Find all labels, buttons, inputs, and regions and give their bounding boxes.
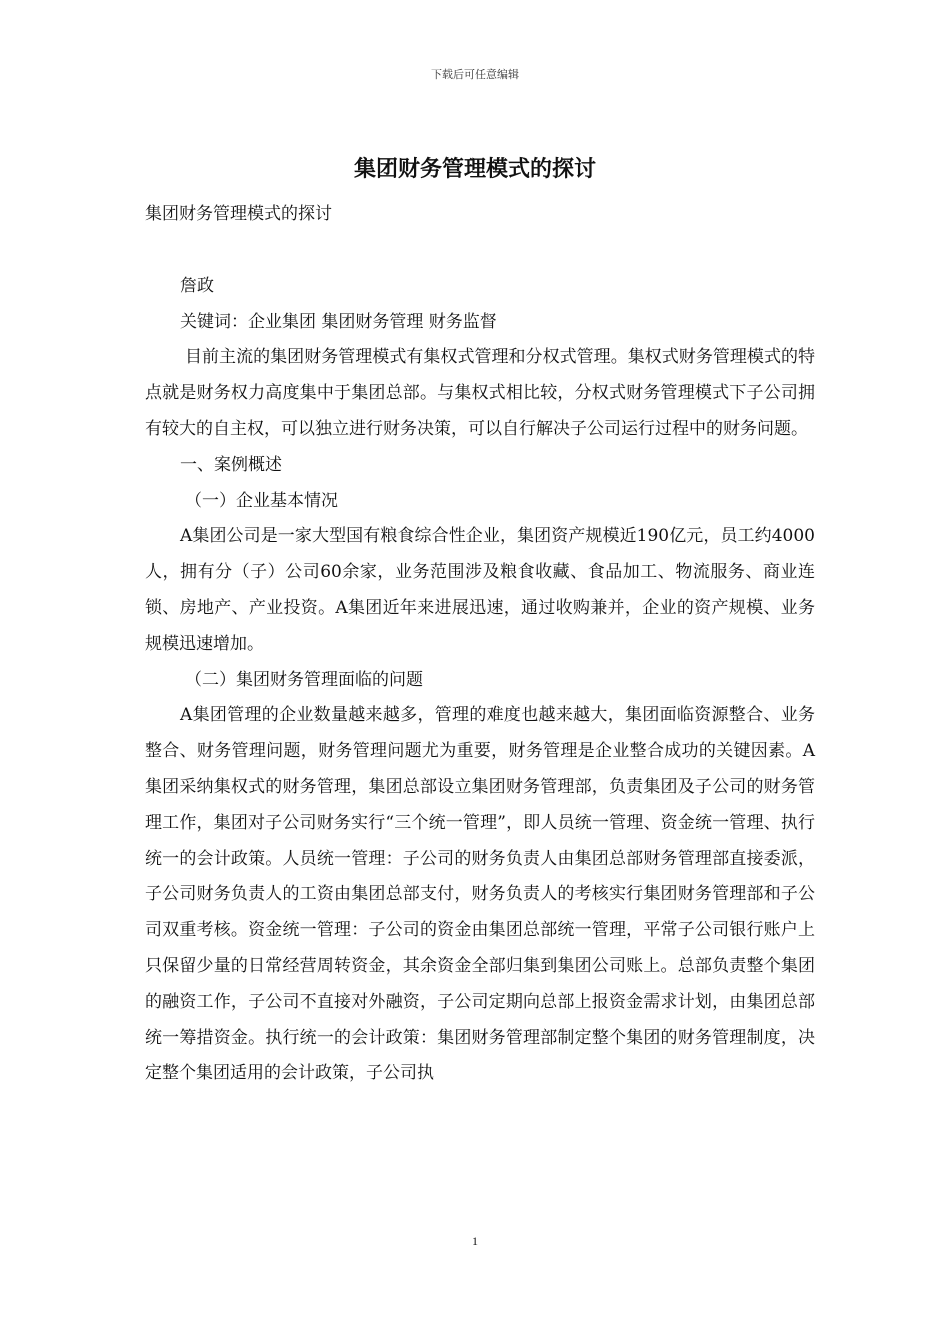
document-body (145, 197, 815, 1092)
document-title: 集团财务管理模式的探讨 (353, 157, 596, 182)
section-heading-1: 一、案例概述 (180, 454, 282, 475)
keywords-line: 关键词：企业集团 集团财务管理 财务监督 (180, 311, 497, 332)
intro-paragraph: 目前主流的集团财务管理模式有集权式管理和分权式管理。集权式财务管理模式的特点就是财务权力高度集中于集团总部。与集权式相比较，分权式财务管理模式下子公司拥有较大的自主权，可以独立进行财务决策，可以自行解决子公司运行过程中的财务问题。 (145, 347, 815, 439)
header-note: 下载后可任意编辑 (431, 68, 519, 81)
blank-line (145, 233, 815, 269)
page-number: 1 (472, 1234, 478, 1248)
author-name: 詹政 (180, 275, 214, 296)
document-subtitle: 集团财务管理模式的探讨 (145, 204, 332, 224)
subsection-body-1: A集团公司是一家大型国有粮食综合性企业，集团资产规模近190亿元，员工约4000人，拥有分（子）公司60余家，业务范围涉及粮食收藏、食品加工、物流服务、商业连锁、房地产、产业投资。A集团近年来进展迅速，通过收购兼并，企业的资产规模、业务规模迅速增加。 (145, 526, 815, 654)
subsection-body-2: A集团管理的企业数量越来越多，管理的难度也越来越大，集团面临资源整合、业务整合、财务管理问题，财务管理问题尤为重要，财务管理是企业整合成功的关键因素。A集团采纳集权式的财务管理，集团总部设立集团财务管理部，负责集团及子公司的财务管理工作，集团对子公司财务实行“三个统一管理”，即人员统一管理、资金统一管理、执行统一的会计政策。人员统一管理：子公司的财务负责人由集团总部财务管理部直接委派，子公司财务负责人的工资由集团总部支付，财务负责人的考核实行集团财务管理部和子公司双重考核。资金统一管理：子公司的资金由集团总部统一管理，平常子公司银行账户上只保留少量的日常经营周转资金，其余资金全部归集到集团公司账上。总部负责整个集团的融资工作，子公司不直接对外融资，子公司定期向总部上报资金需求计划，由集团总部统一筹措资金。执行统一的会计政策：集团财务管理部制定整个集团的财务管理制度，决定整个集团适用的会计政策，子公司执 (145, 705, 815, 1084)
subsection-heading-1: （一）企业基本情况 (185, 490, 338, 511)
subsection-heading-2: （二）集团财务管理面临的问题 (185, 669, 423, 690)
